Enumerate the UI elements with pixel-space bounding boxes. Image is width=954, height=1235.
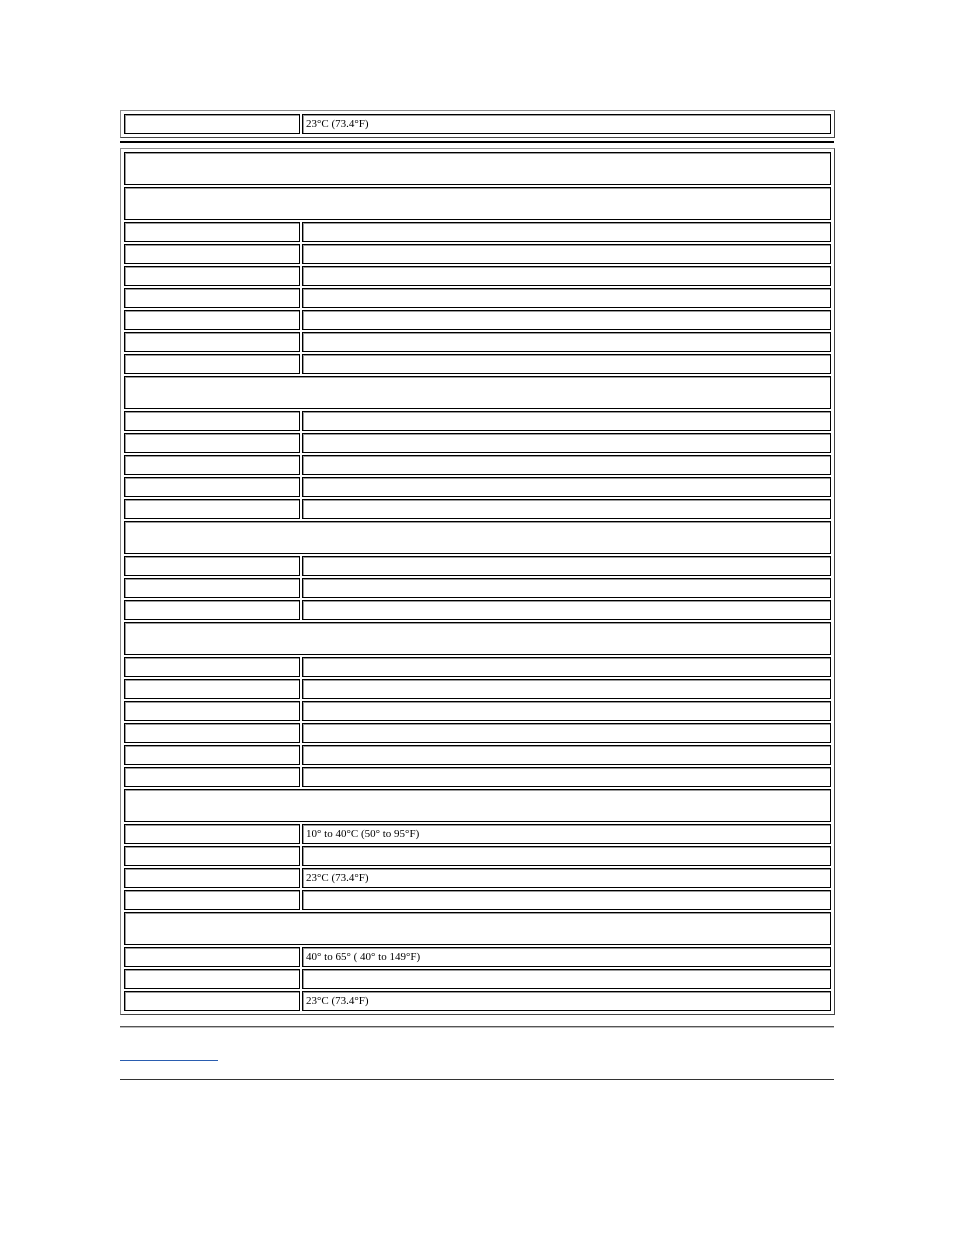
spec-label — [124, 745, 300, 765]
table-row — [124, 310, 831, 330]
top-spec-grid — [122, 112, 833, 136]
spec-value — [302, 455, 831, 475]
section-heading — [124, 912, 831, 945]
table-row — [124, 767, 831, 787]
section-heading — [124, 187, 831, 220]
spec-value — [302, 969, 831, 989]
spec-label — [124, 411, 300, 431]
table-row — [124, 266, 831, 286]
spec-value — [302, 244, 831, 264]
table-row — [124, 846, 831, 866]
section-heading — [124, 152, 831, 185]
spec-value — [302, 745, 831, 765]
spec-label — [124, 433, 300, 453]
spec-value — [302, 411, 831, 431]
table-row — [124, 679, 831, 699]
table-row — [124, 578, 831, 598]
table-row — [124, 332, 831, 352]
section-heading — [124, 521, 831, 554]
section-heading-row — [124, 789, 831, 822]
spec-value: 23°C (73.4°F) — [302, 114, 831, 134]
spec-value — [302, 679, 831, 699]
spec-label — [124, 969, 300, 989]
section-heading — [124, 622, 831, 655]
spec-value — [302, 657, 831, 677]
table-row — [124, 556, 831, 576]
spec-value — [302, 477, 831, 497]
spec-label — [124, 846, 300, 866]
bottom-divider — [120, 1026, 834, 1028]
spec-value — [302, 354, 831, 374]
spec-value — [302, 767, 831, 787]
table-row — [124, 723, 831, 743]
spec-label — [124, 288, 300, 308]
section-divider — [120, 141, 834, 143]
spec-label — [124, 868, 300, 888]
spec-label — [124, 244, 300, 264]
table-row — [124, 991, 831, 1011]
spec-value — [302, 890, 831, 910]
section-heading-row — [124, 152, 831, 185]
spec-value — [302, 556, 831, 576]
spec-label — [124, 222, 300, 242]
section-heading-row — [124, 622, 831, 655]
spec-label — [124, 477, 300, 497]
spec-label — [124, 499, 300, 519]
section-heading-row — [124, 187, 831, 220]
section-heading — [124, 376, 831, 409]
table-row — [124, 890, 831, 910]
spec-label — [124, 332, 300, 352]
table-row — [124, 288, 831, 308]
table-row — [124, 455, 831, 475]
table-row — [124, 499, 831, 519]
spec-value — [302, 499, 831, 519]
spec-value — [302, 332, 831, 352]
spec-label — [124, 556, 300, 576]
table-row — [124, 701, 831, 721]
spec-label — [124, 701, 300, 721]
spec-label — [124, 114, 300, 134]
spec-value: 10° to 40°C (50° to 95°F) — [302, 824, 831, 844]
spec-value — [302, 600, 831, 620]
spec-label — [124, 723, 300, 743]
spec-value: 23°C (73.4°F) — [302, 991, 831, 1011]
spec-label — [124, 310, 300, 330]
spec-label — [124, 578, 300, 598]
section-heading-row — [124, 376, 831, 409]
spec-label — [124, 266, 300, 286]
spec-value — [302, 288, 831, 308]
spec-grid — [122, 150, 833, 1013]
table-row — [124, 354, 831, 374]
table-row — [124, 824, 831, 844]
spec-label — [124, 767, 300, 787]
footer-divider — [120, 1079, 834, 1080]
table-row — [124, 222, 831, 242]
table-row — [124, 947, 831, 967]
top-spec-table — [120, 110, 835, 138]
spec-value — [302, 723, 831, 743]
section-heading — [124, 789, 831, 822]
spec-value — [302, 433, 831, 453]
section-heading-row — [124, 521, 831, 554]
spec-value: 40° to 65° ( 40° to 149°F) — [302, 947, 831, 967]
spec-label — [124, 657, 300, 677]
table-row — [124, 411, 831, 431]
table-row — [124, 969, 831, 989]
section-heading-row — [124, 912, 831, 945]
spec-value — [302, 846, 831, 866]
spec-table — [120, 148, 835, 1015]
spec-value — [302, 578, 831, 598]
table-row — [124, 868, 831, 888]
table-row — [124, 745, 831, 765]
back-to-contents-link[interactable] — [120, 1046, 218, 1061]
spec-label — [124, 354, 300, 374]
spec-value — [302, 701, 831, 721]
spec-label — [124, 947, 300, 967]
table-row — [124, 600, 831, 620]
spec-label — [124, 679, 300, 699]
spec-label — [124, 600, 300, 620]
spec-value — [302, 222, 831, 242]
spec-value: 23°C (73.4°F) — [302, 868, 831, 888]
table-row — [124, 477, 831, 497]
table-row — [124, 114, 831, 134]
spec-value — [302, 266, 831, 286]
spec-label — [124, 991, 300, 1011]
spec-label — [124, 824, 300, 844]
spec-value — [302, 310, 831, 330]
table-row — [124, 657, 831, 677]
spec-label — [124, 890, 300, 910]
spec-label — [124, 455, 300, 475]
table-row — [124, 433, 831, 453]
table-row — [124, 244, 831, 264]
